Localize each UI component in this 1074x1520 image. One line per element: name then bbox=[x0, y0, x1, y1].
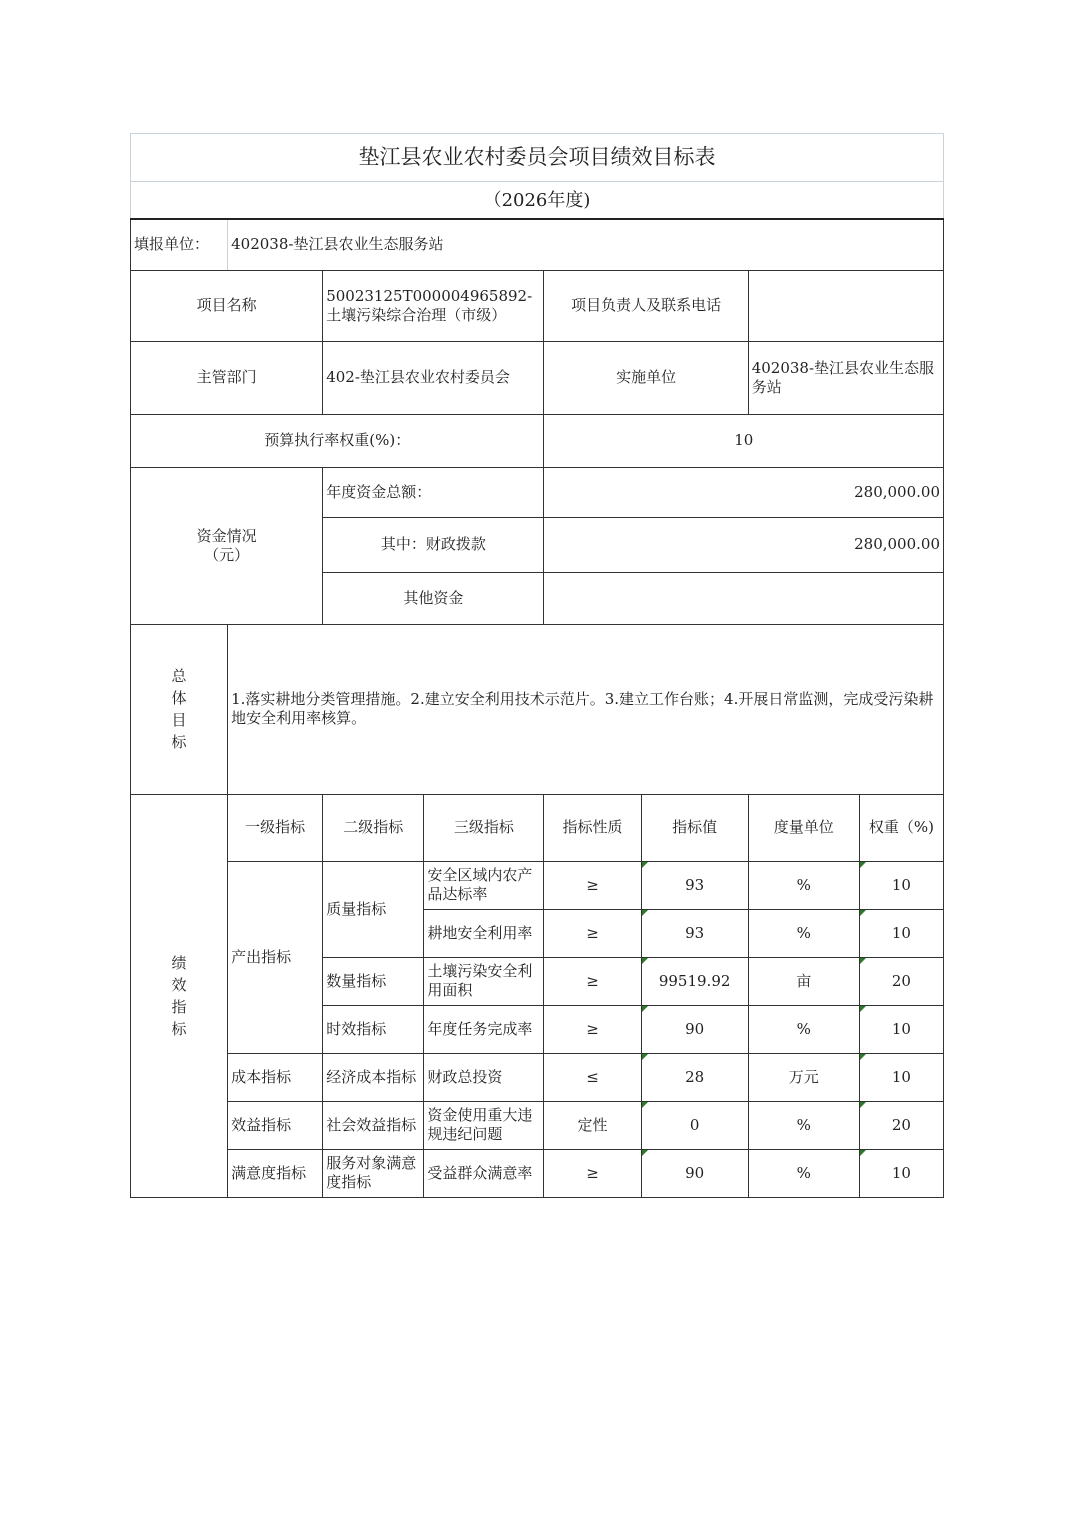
value-cell: 99519.92 bbox=[641, 957, 748, 1005]
value-cell: 0 bbox=[641, 1101, 748, 1149]
value-cell: 90 bbox=[641, 1149, 748, 1197]
implementing-unit-label: 实施单位 bbox=[544, 341, 748, 414]
nature-cell: ≥ bbox=[544, 909, 641, 957]
implementing-unit-value: 402038-垫江县农业生态服务站 bbox=[748, 341, 943, 414]
unit-cell: % bbox=[748, 1149, 859, 1197]
funds-total-label: 年度资金总额： bbox=[323, 467, 544, 517]
reporting-unit-label: 填报单位： bbox=[131, 219, 228, 270]
overall-goal-label: 总 体 目 标 bbox=[131, 624, 228, 794]
level2-cell: 服务对象满意度指标 bbox=[323, 1149, 424, 1197]
performance-goal-sheet bbox=[130, 133, 944, 1198]
overall-goal-text: 1.落实耕地分类管理措施。2.建立安全利用技术示范片。3.建立工作台账；4.开展日常监测，完成受污染耕地安全利用率核算。 bbox=[228, 624, 944, 794]
header-unit: 度量单位 bbox=[748, 794, 859, 861]
unit-cell: % bbox=[748, 1005, 859, 1053]
table-row bbox=[131, 1053, 944, 1101]
level3-cell: 财政总投资 bbox=[424, 1053, 544, 1101]
funds-total-value: 280,000.00 bbox=[544, 467, 944, 517]
header-value: 指标值 bbox=[641, 794, 748, 861]
level3-cell: 年度任务完成率 bbox=[424, 1005, 544, 1053]
year-subtitle: （2026年度) bbox=[131, 182, 944, 220]
value-cell: 93 bbox=[641, 861, 748, 909]
level2-cell: 社会效益指标 bbox=[323, 1101, 424, 1149]
weight-cell: 20 bbox=[859, 1101, 943, 1149]
department-value: 402-垫江县农业农村委员会 bbox=[323, 341, 544, 414]
nature-cell: ≥ bbox=[544, 957, 641, 1005]
nature-cell: ≥ bbox=[544, 1005, 641, 1053]
indicators-label: 绩 效 指 标 bbox=[131, 794, 228, 1197]
budget-weight-value: 10 bbox=[544, 414, 944, 467]
level3-cell: 耕地安全利用率 bbox=[424, 909, 544, 957]
nature-cell: ≤ bbox=[544, 1053, 641, 1101]
level3-cell: 受益群众满意率 bbox=[424, 1149, 544, 1197]
table-row bbox=[131, 1101, 944, 1149]
weight-cell: 20 bbox=[859, 957, 943, 1005]
funds-label bbox=[131, 467, 323, 624]
weight-cell: 10 bbox=[859, 861, 943, 909]
page-title: 垫江县农业农村委员会项目绩效目标表 bbox=[131, 134, 944, 182]
level2-cell: 经济成本指标 bbox=[323, 1053, 424, 1101]
header-nature: 指标性质 bbox=[544, 794, 641, 861]
level1-cell: 效益指标 bbox=[228, 1101, 323, 1149]
project-contact-label: 项目负责人及联系电话 bbox=[544, 270, 748, 341]
value-cell: 28 bbox=[641, 1053, 748, 1101]
weight-cell: 10 bbox=[859, 1053, 943, 1101]
project-name-value: 50023125T000004965892-土壤污染综合治理（市级） bbox=[323, 270, 544, 341]
level2-cell: 质量指标 bbox=[323, 861, 424, 957]
weight-cell: 10 bbox=[859, 909, 943, 957]
unit-cell: % bbox=[748, 909, 859, 957]
funds-fiscal-value: 280,000.00 bbox=[544, 517, 944, 572]
unit-cell: 万元 bbox=[748, 1053, 859, 1101]
level1-cell: 满意度指标 bbox=[228, 1149, 323, 1197]
department-label: 主管部门 bbox=[131, 341, 323, 414]
funds-label-line2: （元） bbox=[204, 545, 250, 564]
value-cell: 90 bbox=[641, 1005, 748, 1053]
unit-cell: 亩 bbox=[748, 957, 859, 1005]
nature-cell: ≥ bbox=[544, 1149, 641, 1197]
table-row bbox=[131, 861, 944, 909]
performance-goal-table bbox=[130, 133, 944, 1198]
unit-cell: % bbox=[748, 861, 859, 909]
level3-cell: 资金使用重大违规违纪问题 bbox=[424, 1101, 544, 1149]
level1-cell: 成本指标 bbox=[228, 1053, 323, 1101]
header-weight: 权重（%) bbox=[859, 794, 943, 861]
header-level2: 二级指标 bbox=[323, 794, 424, 861]
funds-other-label: 其他资金 bbox=[323, 572, 544, 624]
nature-cell: 定性 bbox=[544, 1101, 641, 1149]
header-level1: 一级指标 bbox=[228, 794, 323, 861]
level2-cell: 时效指标 bbox=[323, 1005, 424, 1053]
funds-fiscal-label: 其中：财政拨款 bbox=[323, 517, 544, 572]
weight-cell: 10 bbox=[859, 1005, 943, 1053]
level1-cell: 产出指标 bbox=[228, 861, 323, 1053]
nature-cell: ≥ bbox=[544, 861, 641, 909]
funds-label-line1: 资金情况 bbox=[196, 526, 257, 545]
level2-cell: 数量指标 bbox=[323, 957, 424, 1005]
header-level3: 三级指标 bbox=[424, 794, 544, 861]
level3-cell: 安全区域内农产品达标率 bbox=[424, 861, 544, 909]
value-cell: 93 bbox=[641, 909, 748, 957]
budget-weight-label: 预算执行率权重(%)： bbox=[131, 414, 544, 467]
project-contact-value bbox=[748, 270, 943, 341]
weight-cell: 10 bbox=[859, 1149, 943, 1197]
project-name-label: 项目名称 bbox=[131, 270, 323, 341]
table-row bbox=[131, 1149, 944, 1197]
funds-other-value bbox=[544, 572, 944, 624]
level3-cell: 土壤污染安全利用面积 bbox=[424, 957, 544, 1005]
reporting-unit-value: 402038-垫江县农业生态服务站 bbox=[228, 219, 944, 270]
unit-cell: % bbox=[748, 1101, 859, 1149]
